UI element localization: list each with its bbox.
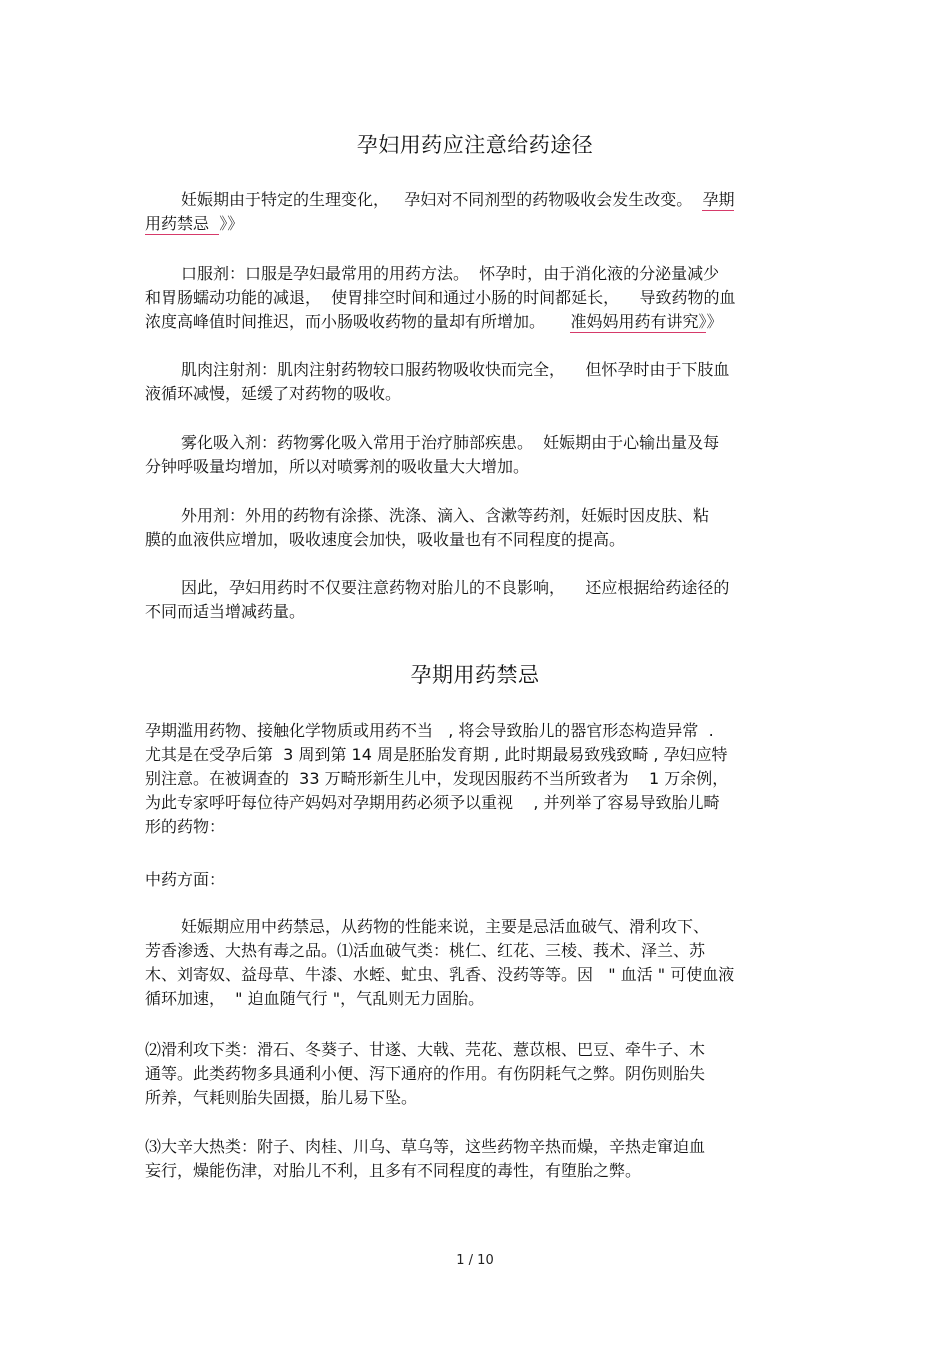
s2-intro-line1: 孕期滥用药物、接触化学物质或用药不当 , 将会导致胎儿的器官形态构造异常 . <box>145 721 714 740</box>
inhalation-line2: 分钟呼吸量均增加，所以对喷雾剂的吸收量大大增加。 <box>145 457 530 476</box>
intro-line2-tail: 》》 <box>219 214 244 233</box>
s2-intro-line2: 尤其是在受孕后第 3 周到第 14 周是胚胎发育期 , 此时期最易致残致畸 , 孕妇应特 <box>145 745 728 764</box>
s2-intro-line3: 别注意。在被调查的 33 万畸形新生儿中，发现因服药不当所致者为 1 万余例， <box>145 769 729 788</box>
hot-line1: ⑶大辛大热类：附子、肉桂、川乌、草乌等，这些药物辛热而燥，辛热走窜迫血 <box>145 1137 706 1156</box>
s2-intro-line5: 形的药物： <box>145 817 226 836</box>
page-number: 1 / 10 <box>456 1253 494 1268</box>
external-line1: 外用剂：外用的药物有涂搽、洗涤、滴入、含漱等药剂，妊娠时因皮肤、粘 <box>181 506 710 525</box>
tcm-line1: 妊娠期应用中药禁忌，从药物的性能来说，主要是忌活血破气、滑利攻下、 <box>181 917 710 936</box>
external-line2: 膜的血液供应增加，吸收速度会加快，吸收量也有不同程度的提高。 <box>145 530 626 549</box>
intramuscular-paragraph <box>145 358 807 406</box>
intramuscular-line1: 肌肉注射剂：肌肉注射药物较口服药物吸收快而完全， 但怀孕时由于下肢血 <box>181 360 730 379</box>
oral-line2: 和胃肠蠕动功能的减退， 使胃排空时间和通过小肠的时间都延长， 导致药物的血 <box>145 288 736 307</box>
link-mom-medication[interactable]: 准妈妈用药有讲究》 <box>570 312 707 331</box>
s2-intro-line4: 为此专家呼吁每位待产妈妈对孕期用药必须予以重视 , 并列举了容易导致胎儿畸 <box>145 793 720 812</box>
slippery-line1: ⑵滑利攻下类：滑石、冬葵子、甘遂、大戟、芫花、薏苡根、巴豆、牵牛子、木 <box>145 1040 706 1059</box>
intro-line1-text: 妊娠期由于特定的生理变化， 孕妇对不同剂型的药物吸收会发生改变。 <box>181 190 703 209</box>
hot-paragraph <box>145 1135 807 1183</box>
section2-intro-paragraph <box>145 719 807 839</box>
intro-paragraph <box>145 188 807 236</box>
conclusion-paragraph <box>145 576 807 624</box>
external-paragraph <box>145 504 807 552</box>
oral-paragraph <box>145 262 807 334</box>
slippery-line3: 所养，气耗则胎失固摄，胎儿易下坠。 <box>145 1088 418 1107</box>
inhalation-line1: 雾化吸入剂：药物雾化吸入常用于治疗肺部疾患。 妊娠期由于心输出量及每 <box>181 433 720 452</box>
slippery-paragraph <box>145 1038 807 1110</box>
section1-title: 孕妇用药应注意给药途径 <box>356 133 594 157</box>
intramuscular-line2: 液循环减慢，延缓了对药物的吸收。 <box>145 384 402 403</box>
inhalation-paragraph <box>145 431 807 479</box>
section2-title: 孕期用药禁忌 <box>410 663 540 687</box>
oral-line3-tail: 》 <box>706 312 723 331</box>
conclusion-line2: 不同而适当增减药量。 <box>145 602 306 621</box>
oral-line1: 口服剂：口服是孕妇最常用的用药方法。 怀孕时，由于消化液的分泌量减少 <box>181 264 720 283</box>
link-pregnancy-drug-taboo-cont[interactable]: 用药禁忌 <box>145 214 220 233</box>
hot-line2: 妄行，燥能伤津，对胎儿不利，且多有不同程度的毒性，有堕胎之弊。 <box>145 1161 642 1180</box>
oral-line3-text: 浓度高峰值时间推迟，而小肠吸收药物的量却有所增加。 <box>145 312 571 331</box>
conclusion-line1: 因此，孕妇用药时不仅要注意药物对胎儿的不良影响， 还应根据给药途径的 <box>181 578 730 597</box>
link-pregnancy-drug-taboo[interactable]: 孕期 <box>702 190 735 209</box>
tcm-heading-paragraph <box>145 868 807 892</box>
tcm-paragraph <box>145 915 807 1011</box>
tcm-line2: 芳香渗透、大热有毒之品。⑴活血破气类：桃仁、红花、三棱、莪术、泽兰、苏 <box>145 941 706 960</box>
slippery-line2: 通等。此类药物多具通利小便、泻下通府的作用。有伤阴耗气之弊。阴伤则胎失 <box>145 1064 706 1083</box>
tcm-line4: 循环加速， " 迫血随气行 "，气乱则无力固胎。 <box>145 989 485 1008</box>
tcm-line3: 木、刘寄奴、益母草、牛漆、水蛭、虻虫、乳香、没药等等。因 " 血活 " 可使血液 <box>145 965 735 984</box>
tcm-heading: 中药方面： <box>145 870 226 889</box>
